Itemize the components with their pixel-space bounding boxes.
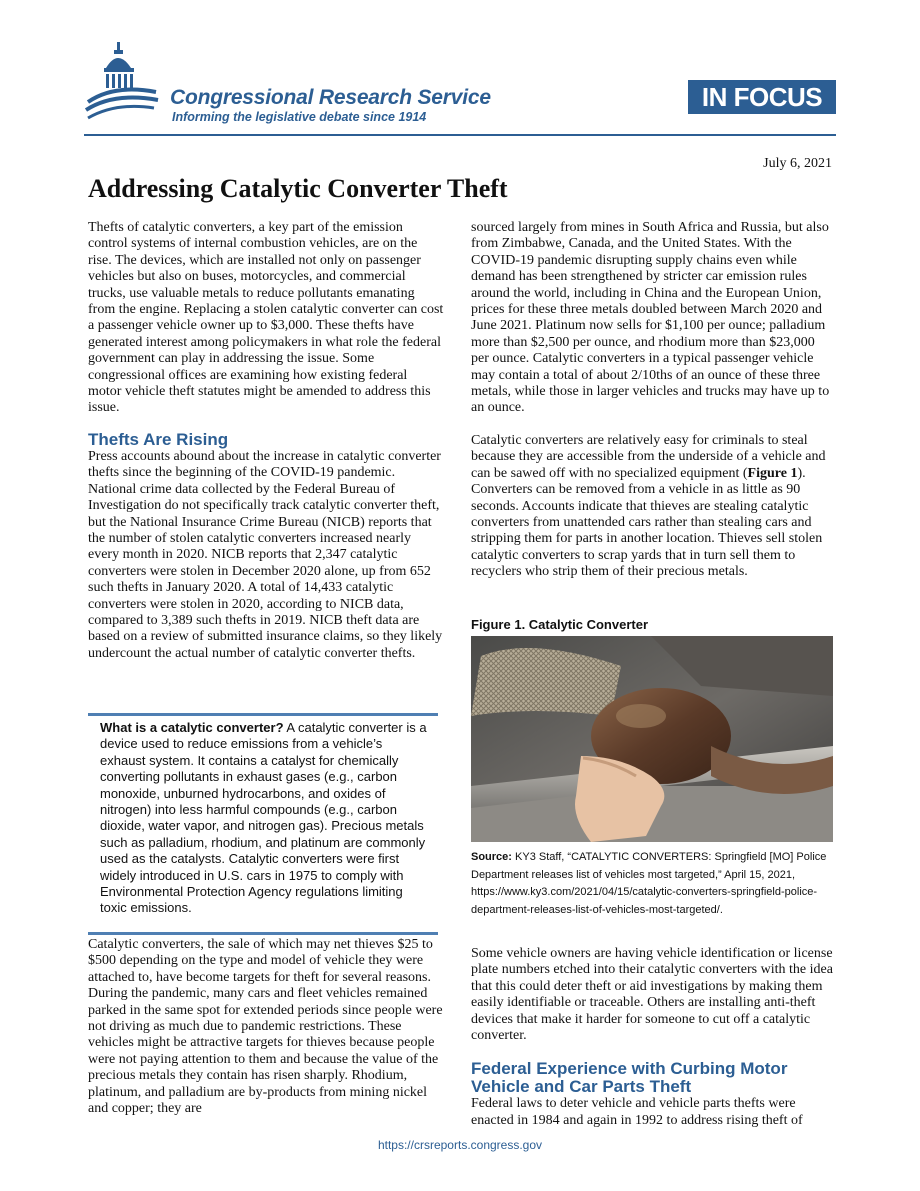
definition-sidebar (88, 713, 438, 935)
figure-source (471, 849, 835, 919)
page-header (84, 38, 836, 138)
figure-reference-link[interactable]: Figure 1 (747, 465, 798, 481)
deterrence-paragraph: Some vehicle owners are having vehicle identification or license plate numbers etched into their catalytic converters with the idea that this could deter theft or aid investigations by making them easily identifiable or traceable. Others are installing anti-theft devices that make it harder for someone to cut off a catalytic converter. (471, 946, 833, 1044)
left-column (88, 220, 444, 662)
source-label: Source: (471, 851, 512, 863)
in-focus-badge: IN FOCUS (688, 80, 836, 114)
thefts-paragraph: Press accounts abound about the increase in catalytic converter thefts since the beginning of the COVID-19 pandemic. National crime data collected by the Federal Bureau of Investigation do not specifically track catalytic converter theft, but the National Insurance Crime Bureau (NICB) reports that the number of stolen catalytic converters increased nearly every month in 2020. NICB reports that 2,347 catalytic converters were stolen in December 2020 alone, up from 652 such thefts in January 2020. A total of 14,433 catalytic converters were stolen in 2020, according to NICB data, compared to 3,389 such thefts in 2019. NICB theft data are based on a review of submitted insurance claims, so they likely undercount the actual number of catalytic converter thefts. (88, 448, 443, 661)
sidebar-body: A catalytic converter is a device used to reduce emissions from a vehicle’s exhaust system. It contains a catalyst for chemically converting pollutants in exhaust gases (e.g., carbon monoxide, unburned hydrocarbons, and oxides of nitrogen) into less harmful compounds (e.g., carbon dioxide, water vapor, and nitrogen gas). Precious metals such as palladium, rhodium, and platinum are commonly used as the catalysts. Catalytic converters were first widely introduced in U.S. cars in 1975 to comply with Environmental Protection Agency regulations limiting toxic emissions. (100, 720, 427, 916)
right-column (471, 220, 833, 581)
catalytic-converter-photo (471, 636, 833, 842)
reasons-paragraph: Catalytic converters, the sale of which may net thieves $25 to $500 depending on the type and model of vehicle they were attached to, have become targets for theft for several reasons. During the pandemic, many cars and fleet vehicles remained parked in the same spot for extended periods since people were not driving as much due to pandemic restrictions. These vehicles might be attractive targets for thieves because people were not paying attention to them and because the value of the precious metals they contain has risen sharply. Rhodium, platinum, and palladium are by-products from mining nickel and copper; they are (88, 937, 443, 1117)
sidebar-lead: What is a catalytic converter? (100, 720, 284, 735)
federal-laws-paragraph: Federal laws to deter vehicle and vehicle parts thefts were enacted in 1984 and again in 1992 to address rising theft of (471, 1096, 803, 1128)
org-tagline: Informing the legislative debate since 1914 (172, 110, 427, 124)
capitol-dome-icon (84, 38, 164, 130)
theft-ease-paragraph: Catalytic converters are relatively easy for criminals to steal because they are accessible from the underside of a vehicle and can be sawed off with no specialized equipment (Figure 1). Converters can be removed from a vehicle in as little as 90 seconds. Accounts indicate that thieves are stealing catalytic converters from unattended cars rather than stealing cars and stripping them for parts in another location. Thieves sell stolen catalytic converters to scrap yards that in turn sell them to recyclers who strip them of their precious metals. (471, 432, 826, 580)
metals-paragraph: sourced largely from mines in South Africa and Russia, but also from Zimbabwe, Canada, and the United States. With the COVID-19 pandemic disrupting supply chains even while demand has been strengthened by stricter car emission rules around the world, including in China and the European Union, prices for these three metals doubled between March 2020 and June 2021. Platinum now sells for $1,100 per ounce; palladium more than $2,500 per ounce, and rhodium more than $23,000 per ounce. Catalytic converters in a typical passenger vehicle may contain a total of about 2/10ths of an ounce of these three metals, while those in larger vehicles and trucks may have up to an ounce. (471, 220, 830, 416)
page-title: Addressing Catalytic Converter Theft (88, 174, 508, 203)
header-divider (84, 134, 836, 136)
footer-url-link[interactable]: https://crsreports.congress.gov (377, 1138, 543, 1152)
source-citation: KY3 Staff, “CATALYTIC CONVERTERS: Springfield [MO] Police Department releases list of vehicles most targeted,” April 15, 2021, https://www.ky3.com/2021/04/15/catalytic-converters-springfield-police-department-releases-list-of-vehicles-most-targeted/. (471, 851, 827, 916)
figure-caption: Figure 1. Catalytic Converter (471, 617, 648, 632)
catalytic-converter-image (471, 636, 833, 842)
intro-paragraph: Thefts of catalytic converters, a key part of the emission control systems of internal combustion vehicles, are on the rise. The devices, which are installed not only on passenger vehicles but also on buses, motorcycles, and commercial trucks, use valuable metals to reduce pollutants emanating from the engine. Replacing a stolen catalytic converter can cost a passenger vehicle owner up to $3,000. These thefts have generated interest among policymakers in what role the federal government can play in addressing the issue. Some congressional offices are examining how existing federal motor vehicle theft statutes might be amended to address this issue. (88, 220, 444, 416)
left-column-continued (88, 937, 444, 1117)
right-column-continued (471, 946, 833, 1129)
org-name: Congressional Research Service (170, 86, 491, 109)
section-heading-thefts-rising: Thefts Are Rising (88, 429, 229, 449)
section-heading-federal-experience: Federal Experience with Curbing Motor Vehicle and Car Parts Theft (471, 1059, 788, 1097)
publication-date: July 6, 2021 (763, 156, 832, 171)
